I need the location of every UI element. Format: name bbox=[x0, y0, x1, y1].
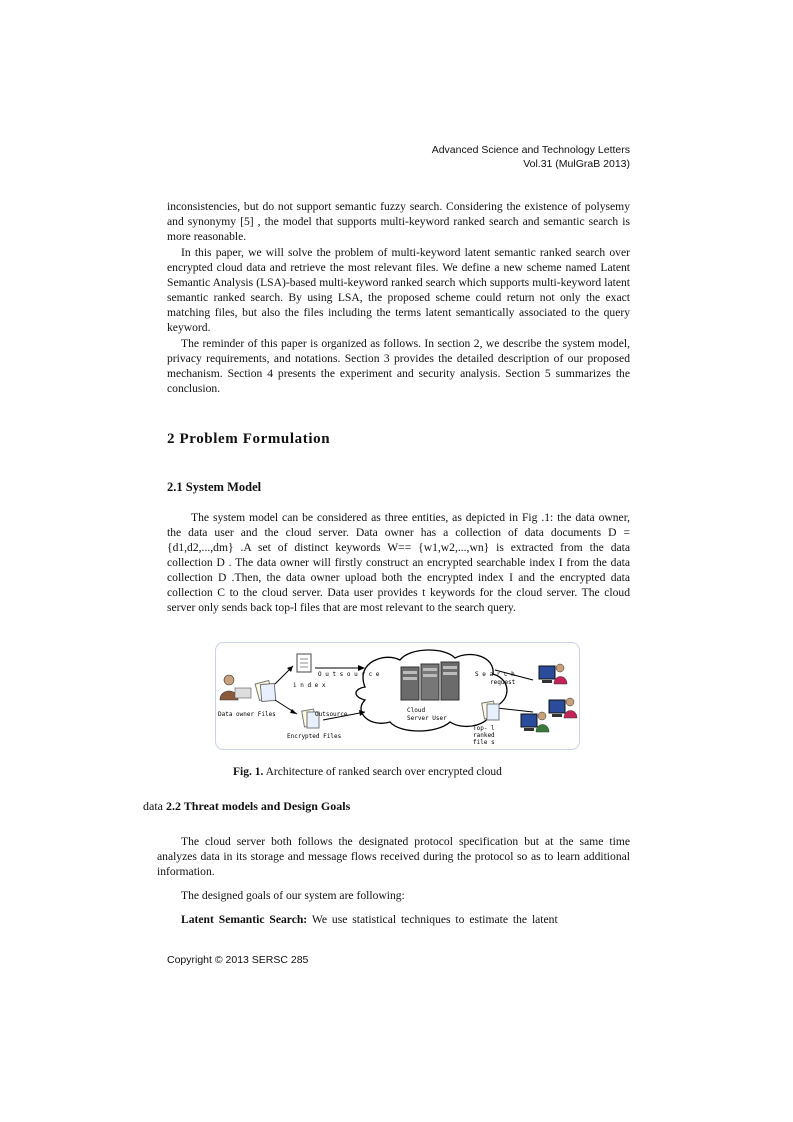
search-label: S e a r c h bbox=[475, 671, 515, 678]
subsection-title-system-model: 2.1 System Model bbox=[167, 480, 262, 494]
caption-label: Fig. 1. bbox=[233, 766, 264, 778]
section-title: 2 Problem Formulation bbox=[167, 431, 331, 447]
journal-title: Advanced Science and Technology Letters bbox=[431, 144, 630, 156]
design-goals-intro: The designed goals of our system are following: bbox=[181, 889, 405, 902]
request-label: request bbox=[490, 679, 516, 686]
intro-paragraph-3: The reminder of this paper is organized as follows. In section 2, we describe the system model, privacy requirements, and notations. Section 3 provides the detailed description of our proposed mechanism. Section 4 presents the experiment and security analysis. Section 5 summarizes the conclusion. bbox=[167, 337, 630, 395]
ranked-files-icon bbox=[482, 701, 499, 720]
subsection-title-text: 2.2 Threat models and Design Goals bbox=[166, 799, 351, 813]
outsource-bottom-label: Outsource bbox=[315, 711, 348, 718]
index-label: i n d e x bbox=[293, 682, 326, 689]
threat-model-paragraph: The cloud server both follows the designated protocol specification but at the same time analyzes data in its storage and message flows received during the protocol so as to learn additional information. bbox=[157, 835, 630, 878]
subsection-title-threat-models bbox=[143, 799, 350, 814]
server-user-label: Server User bbox=[407, 715, 447, 722]
files-label: file s bbox=[473, 739, 495, 746]
architecture-figure bbox=[215, 642, 580, 750]
goal-label: Latent Semantic Search: bbox=[181, 913, 308, 926]
top-l-label: Top- l bbox=[473, 725, 495, 732]
server-icon bbox=[421, 664, 439, 700]
ranked-label: ranked bbox=[473, 732, 495, 739]
outsource-top-label: O u t s o u r c e bbox=[318, 671, 380, 678]
data-owner-files-label: Data owner Files bbox=[218, 711, 276, 718]
journal-volume: Vol.31 (MulGraB 2013) bbox=[523, 158, 630, 170]
goal-text: We use statistical techniques to estimate the latent bbox=[311, 913, 558, 926]
server-icon bbox=[401, 667, 419, 700]
encrypted-files-label: Encrypted Files bbox=[287, 733, 342, 740]
cloud-label: Cloud bbox=[407, 707, 426, 714]
subsection-prefix: data bbox=[143, 799, 163, 813]
index-document-icon bbox=[297, 654, 311, 672]
server-icon bbox=[441, 662, 459, 700]
caption-text: Architecture of ranked search over encrypted cloud bbox=[265, 766, 502, 778]
architecture-diagram bbox=[215, 642, 580, 750]
intro-paragraph-2: In this paper, we will solve the problem of multi-keyword latent semantic ranked search over encrypted cloud data and retrieve the most relevant files. We define a new scheme named Latent Semantic Analysis (LSA)-based multi-keyword ranked search which supports multi-keyword latent semantic ranked search. By using LSA, the proposed scheme could return not only the exact matching files, but also the files including the terms latent semantically associated to the query keyword. bbox=[167, 246, 630, 334]
figure-caption bbox=[233, 766, 502, 778]
latent-semantic-search-goal bbox=[181, 912, 630, 927]
copyright-footer: Copyright © 2013 SERSC 285 bbox=[167, 954, 309, 966]
intro-paragraph-1: inconsistencies, but do not support semantic fuzzy search. Considering the existence of polysemy and synonymy [5] , the model that supports multi-keyword ranked search and semantic search is more reasonable. bbox=[167, 200, 630, 243]
system-model-paragraph: The system model can be considered as three entities, as depicted in Fig .1: the data owner, the data user and the cloud server. Data owner has a collection of data documents D = {d1,d2,...,dm} .A set of distinct keywords W== {w1,w2,...,wn} is extracted from the data collection D . The data owner will firstly construct an encrypted searchable index I from the data collection D .Then, the data owner upload both the encrypted index I and the encrypted data collection C to the cloud server. Data user provides t keywords for the cloud server. The cloud server only sends back top-l files that are most relevant to the search query. bbox=[167, 511, 630, 614]
